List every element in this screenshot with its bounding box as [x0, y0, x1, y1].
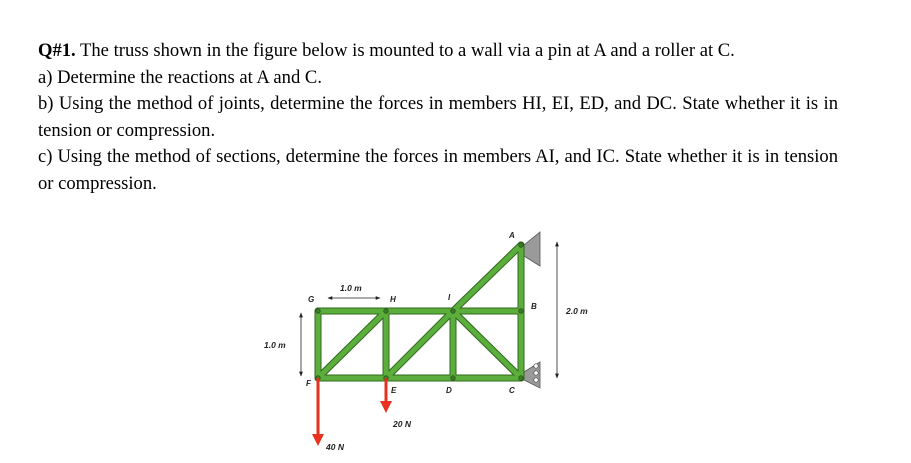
- question-number: Q#1.: [38, 40, 76, 61]
- node-label-h: H: [390, 295, 396, 304]
- dim-label-left: 1.0 m: [264, 340, 286, 350]
- node-label-a: A: [509, 231, 515, 240]
- part-c: c) Using the method of sections, determine the forces in members AI, and IC. State whether it is in tension or compression.: [38, 146, 838, 194]
- node-label-f: F: [306, 379, 311, 388]
- dim-label-right: 2.0 m: [566, 306, 588, 316]
- load-label-f: 40 N: [326, 442, 344, 452]
- node-label-c: C: [509, 386, 515, 395]
- node-label-i: I: [448, 293, 451, 302]
- node-label-d: D: [446, 386, 452, 395]
- dim-label-top: 1.0 m: [340, 283, 362, 293]
- node-label-b: B: [531, 302, 537, 311]
- wall-support-a: [524, 232, 540, 266]
- part-b: b) Using the method of joints, determine the forces in members HI, EI, ED, and DC. State whether it is in tension or compression.: [38, 93, 838, 141]
- node-label-e: E: [391, 386, 397, 395]
- truss-members: [318, 245, 521, 378]
- node-label-g: G: [308, 295, 315, 304]
- roller-support-c: [524, 362, 540, 388]
- question-intro-text: The truss shown in the figure below is mounted to a wall via a pin at A and a roller at C.: [75, 40, 735, 61]
- load-label-e: 20 N: [393, 419, 411, 429]
- load-arrow-f: [312, 378, 324, 446]
- part-a: a) Determine the reactions at A and C.: [38, 66, 322, 88]
- load-arrow-e: [380, 378, 392, 413]
